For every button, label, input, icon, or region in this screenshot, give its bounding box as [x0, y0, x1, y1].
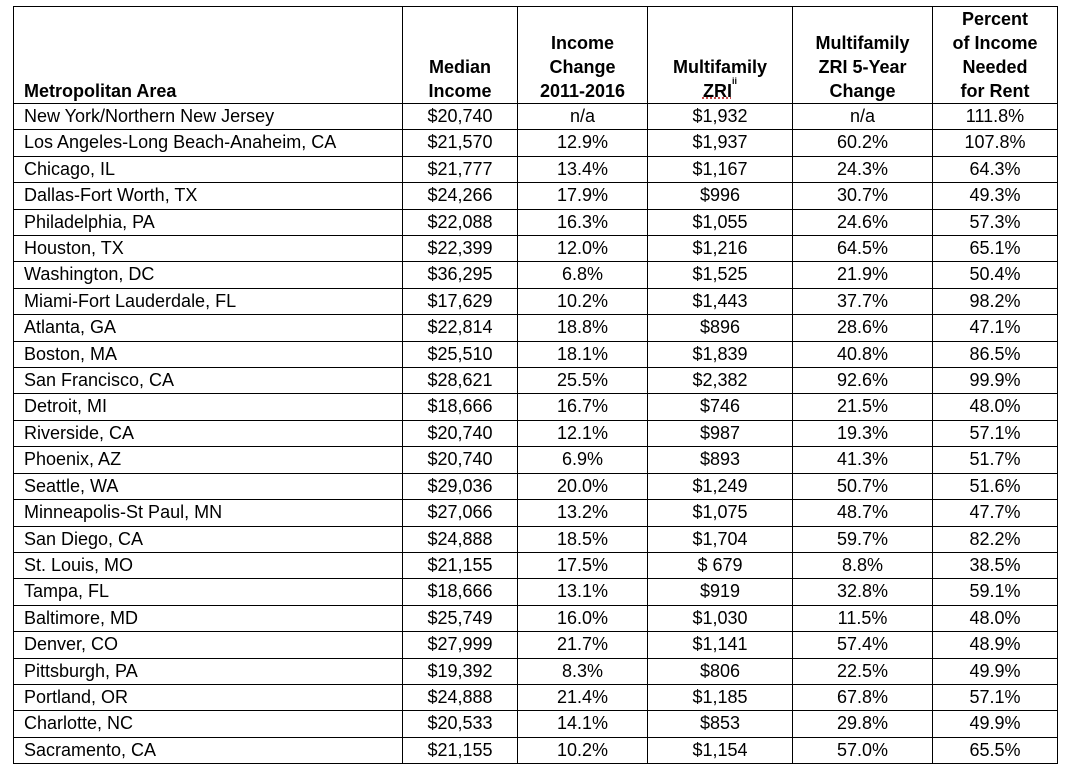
- cell-metropolitan-area: Riverside, CA: [14, 420, 403, 446]
- cell-percent-income: 49.3%: [933, 183, 1058, 209]
- cell-multifamily-zri: $1,932: [648, 104, 793, 130]
- cell-metropolitan-area: San Diego, CA: [14, 526, 403, 552]
- table-row: [14, 605, 1058, 631]
- cell-multifamily-zri: $746: [648, 394, 793, 420]
- cell-percent-income: 57.1%: [933, 420, 1058, 446]
- cell-metropolitan-area: Denver, CO: [14, 632, 403, 658]
- table-row: [14, 684, 1058, 710]
- cell-multifamily-zri: $1,937: [648, 130, 793, 156]
- table-row: [14, 552, 1058, 578]
- cell-median-income: $24,888: [403, 526, 518, 552]
- cell-percent-income: 47.1%: [933, 315, 1058, 341]
- table-row: [14, 447, 1058, 473]
- table-row: [14, 658, 1058, 684]
- cell-metropolitan-area: Tampa, FL: [14, 579, 403, 605]
- table-row: [14, 183, 1058, 209]
- cell-median-income: $24,266: [403, 183, 518, 209]
- table-header: [14, 7, 1058, 104]
- cell-income-change: 18.5%: [518, 526, 648, 552]
- cell-zri-change: 40.8%: [793, 341, 933, 367]
- cell-metropolitan-area: New York/Northern New Jersey: [14, 104, 403, 130]
- table-row: [14, 394, 1058, 420]
- cell-zri-change: 60.2%: [793, 130, 933, 156]
- header-line: ZRI 5-Year: [818, 57, 907, 77]
- cell-percent-income: 38.5%: [933, 552, 1058, 578]
- table-row: [14, 579, 1058, 605]
- cell-zri-change: 64.5%: [793, 236, 933, 262]
- cell-zri-change: 28.6%: [793, 315, 933, 341]
- cell-median-income: $25,749: [403, 605, 518, 631]
- cell-metropolitan-area: Charlotte, NC: [14, 711, 403, 737]
- cell-multifamily-zri: $1,075: [648, 500, 793, 526]
- cell-metropolitan-area: Miami-Fort Lauderdale, FL: [14, 288, 403, 314]
- cell-median-income: $22,088: [403, 209, 518, 235]
- cell-zri-change: n/a: [793, 104, 933, 130]
- cell-income-change: 18.8%: [518, 315, 648, 341]
- cell-zri-change: 19.3%: [793, 420, 933, 446]
- cell-multifamily-zri: $996: [648, 183, 793, 209]
- cell-median-income: $25,510: [403, 341, 518, 367]
- table-row: [14, 632, 1058, 658]
- cell-multifamily-zri: $1,525: [648, 262, 793, 288]
- cell-metropolitan-area: Los Angeles-Long Beach-Anaheim, CA: [14, 130, 403, 156]
- cell-zri-change: 22.5%: [793, 658, 933, 684]
- cell-income-change: 12.1%: [518, 420, 648, 446]
- table-row: [14, 315, 1058, 341]
- cell-percent-income: 48.9%: [933, 632, 1058, 658]
- header-line: Income: [428, 81, 492, 101]
- cell-multifamily-zri: $1,154: [648, 737, 793, 763]
- cell-median-income: $19,392: [403, 658, 518, 684]
- cell-median-income: $28,621: [403, 368, 518, 394]
- cell-median-income: $21,155: [403, 737, 518, 763]
- cell-percent-income: 64.3%: [933, 156, 1058, 182]
- cell-metropolitan-area: Houston, TX: [14, 236, 403, 262]
- cell-income-change: 16.3%: [518, 209, 648, 235]
- cell-zri-change: 57.0%: [793, 737, 933, 763]
- cell-median-income: $17,629: [403, 288, 518, 314]
- cell-zri-change: 21.9%: [793, 262, 933, 288]
- header-line: Multifamily: [815, 33, 910, 53]
- cell-multifamily-zri: $1,443: [648, 288, 793, 314]
- header-multifamily-zri: [648, 7, 793, 104]
- header-line: Change: [549, 57, 616, 77]
- cell-zri-change: 29.8%: [793, 711, 933, 737]
- cell-metropolitan-area: Seattle, WA: [14, 473, 403, 499]
- cell-median-income: $20,740: [403, 447, 518, 473]
- cell-income-change: 16.0%: [518, 605, 648, 631]
- cell-percent-income: 107.8%: [933, 130, 1058, 156]
- cell-multifamily-zri: $ 679: [648, 552, 793, 578]
- cell-percent-income: 99.9%: [933, 368, 1058, 394]
- header-zri-text: ZRI: [702, 81, 732, 101]
- cell-multifamily-zri: $1,249: [648, 473, 793, 499]
- table-row: [14, 737, 1058, 763]
- cell-percent-income: 51.7%: [933, 447, 1058, 473]
- cell-multifamily-zri: $896: [648, 315, 793, 341]
- cell-percent-income: 51.6%: [933, 473, 1058, 499]
- cell-income-change: 6.9%: [518, 447, 648, 473]
- footnote-marker[interactable]: ii: [731, 76, 737, 86]
- cell-income-change: 6.8%: [518, 262, 648, 288]
- cell-zri-change: 21.5%: [793, 394, 933, 420]
- cell-multifamily-zri: $1,839: [648, 341, 793, 367]
- cell-multifamily-zri: $1,704: [648, 526, 793, 552]
- cell-multifamily-zri: $1,030: [648, 605, 793, 631]
- cell-income-change: 8.3%: [518, 658, 648, 684]
- cell-metropolitan-area: San Francisco, CA: [14, 368, 403, 394]
- cell-multifamily-zri: $2,382: [648, 368, 793, 394]
- table-row: [14, 209, 1058, 235]
- cell-income-change: 13.2%: [518, 500, 648, 526]
- cell-median-income: $18,666: [403, 579, 518, 605]
- cell-median-income: $36,295: [403, 262, 518, 288]
- header-line: Income: [550, 33, 615, 53]
- cell-income-change: 17.9%: [518, 183, 648, 209]
- table-row: [14, 500, 1058, 526]
- cell-income-change: 12.0%: [518, 236, 648, 262]
- cell-multifamily-zri: $1,216: [648, 236, 793, 262]
- header-percent-income: [933, 7, 1058, 104]
- cell-percent-income: 98.2%: [933, 288, 1058, 314]
- cell-income-change: 20.0%: [518, 473, 648, 499]
- cell-metropolitan-area: Washington, DC: [14, 262, 403, 288]
- cell-metropolitan-area: Pittsburgh, PA: [14, 658, 403, 684]
- cell-zri-change: 24.6%: [793, 209, 933, 235]
- cell-multifamily-zri: $1,167: [648, 156, 793, 182]
- cell-income-change: 14.1%: [518, 711, 648, 737]
- cell-percent-income: 111.8%: [933, 104, 1058, 130]
- income-rent-table: [13, 6, 1058, 764]
- header-income-change: [518, 7, 648, 104]
- table-row: [14, 420, 1058, 446]
- cell-metropolitan-area: St. Louis, MO: [14, 552, 403, 578]
- header-line: Change: [829, 81, 896, 101]
- cell-income-change: 10.2%: [518, 288, 648, 314]
- cell-median-income: $22,814: [403, 315, 518, 341]
- cell-zri-change: 48.7%: [793, 500, 933, 526]
- cell-zri-change: 8.8%: [793, 552, 933, 578]
- cell-metropolitan-area: Dallas-Fort Worth, TX: [14, 183, 403, 209]
- cell-income-change: 21.7%: [518, 632, 648, 658]
- header-line: Needed: [962, 57, 1028, 77]
- cell-percent-income: 86.5%: [933, 341, 1058, 367]
- header-line: [648, 76, 792, 103]
- cell-income-change: 21.4%: [518, 684, 648, 710]
- table-row: [14, 262, 1058, 288]
- cell-income-change: n/a: [518, 104, 648, 130]
- table-row: [14, 368, 1058, 394]
- cell-income-change: 25.5%: [518, 368, 648, 394]
- cell-multifamily-zri: $1,185: [648, 684, 793, 710]
- table-row: [14, 473, 1058, 499]
- cell-metropolitan-area: Chicago, IL: [14, 156, 403, 182]
- cell-percent-income: 57.1%: [933, 684, 1058, 710]
- header-metropolitan-area: [14, 7, 403, 104]
- cell-income-change: 16.7%: [518, 394, 648, 420]
- table-body: [14, 104, 1058, 764]
- cell-median-income: $20,740: [403, 420, 518, 446]
- cell-multifamily-zri: $853: [648, 711, 793, 737]
- cell-metropolitan-area: Portland, OR: [14, 684, 403, 710]
- table-row: [14, 711, 1058, 737]
- cell-median-income: $18,666: [403, 394, 518, 420]
- cell-metropolitan-area: Baltimore, MD: [14, 605, 403, 631]
- cell-income-change: 13.1%: [518, 579, 648, 605]
- header-line: 2011-2016: [539, 81, 626, 101]
- cell-income-change: 12.9%: [518, 130, 648, 156]
- cell-median-income: $21,155: [403, 552, 518, 578]
- cell-multifamily-zri: $919: [648, 579, 793, 605]
- table-row: [14, 156, 1058, 182]
- cell-zri-change: 11.5%: [793, 605, 933, 631]
- cell-median-income: $22,399: [403, 236, 518, 262]
- cell-income-change: 18.1%: [518, 341, 648, 367]
- cell-metropolitan-area: Phoenix, AZ: [14, 447, 403, 473]
- cell-zri-change: 30.7%: [793, 183, 933, 209]
- cell-median-income: $20,740: [403, 104, 518, 130]
- table-row: [14, 341, 1058, 367]
- cell-percent-income: 49.9%: [933, 658, 1058, 684]
- cell-metropolitan-area: Detroit, MI: [14, 394, 403, 420]
- header-line: for Rent: [960, 81, 1030, 101]
- cell-zri-change: 67.8%: [793, 684, 933, 710]
- cell-percent-income: 50.4%: [933, 262, 1058, 288]
- cell-median-income: $27,999: [403, 632, 518, 658]
- header-line: Metropolitan Area: [24, 81, 177, 101]
- cell-percent-income: 59.1%: [933, 579, 1058, 605]
- header-row: [14, 7, 1058, 104]
- cell-metropolitan-area: Sacramento, CA: [14, 737, 403, 763]
- cell-zri-change: 32.8%: [793, 579, 933, 605]
- cell-multifamily-zri: $1,141: [648, 632, 793, 658]
- cell-zri-change: 24.3%: [793, 156, 933, 182]
- table-row: [14, 526, 1058, 552]
- cell-zri-change: 92.6%: [793, 368, 933, 394]
- header-line: of Income: [952, 33, 1038, 53]
- cell-metropolitan-area: Atlanta, GA: [14, 315, 403, 341]
- cell-median-income: $21,777: [403, 156, 518, 182]
- cell-percent-income: 82.2%: [933, 526, 1058, 552]
- header-line: Percent: [961, 9, 1029, 29]
- header-median-income: [403, 7, 518, 104]
- cell-income-change: 13.4%: [518, 156, 648, 182]
- cell-income-change: 10.2%: [518, 737, 648, 763]
- cell-metropolitan-area: Boston, MA: [14, 341, 403, 367]
- cell-percent-income: 65.5%: [933, 737, 1058, 763]
- cell-zri-change: 57.4%: [793, 632, 933, 658]
- header-line: Multifamily: [672, 57, 767, 77]
- table-row: [14, 288, 1058, 314]
- cell-median-income: $20,533: [403, 711, 518, 737]
- cell-percent-income: 47.7%: [933, 500, 1058, 526]
- cell-multifamily-zri: $1,055: [648, 209, 793, 235]
- cell-median-income: $29,036: [403, 473, 518, 499]
- cell-multifamily-zri: $806: [648, 658, 793, 684]
- cell-zri-change: 41.3%: [793, 447, 933, 473]
- table-row: [14, 104, 1058, 130]
- cell-median-income: $27,066: [403, 500, 518, 526]
- cell-income-change: 17.5%: [518, 552, 648, 578]
- cell-percent-income: 49.9%: [933, 711, 1058, 737]
- header-zri-change: [793, 7, 933, 104]
- cell-metropolitan-area: Philadelphia, PA: [14, 209, 403, 235]
- table-row: [14, 130, 1058, 156]
- cell-percent-income: 57.3%: [933, 209, 1058, 235]
- cell-zri-change: 59.7%: [793, 526, 933, 552]
- cell-zri-change: 50.7%: [793, 473, 933, 499]
- cell-median-income: $24,888: [403, 684, 518, 710]
- cell-zri-change: 37.7%: [793, 288, 933, 314]
- cell-metropolitan-area: Minneapolis-St Paul, MN: [14, 500, 403, 526]
- cell-multifamily-zri: $987: [648, 420, 793, 446]
- cell-percent-income: 65.1%: [933, 236, 1058, 262]
- cell-percent-income: 48.0%: [933, 605, 1058, 631]
- header-line: Median: [428, 57, 491, 77]
- cell-median-income: $21,570: [403, 130, 518, 156]
- cell-percent-income: 48.0%: [933, 394, 1058, 420]
- table-row: [14, 236, 1058, 262]
- cell-multifamily-zri: $893: [648, 447, 793, 473]
